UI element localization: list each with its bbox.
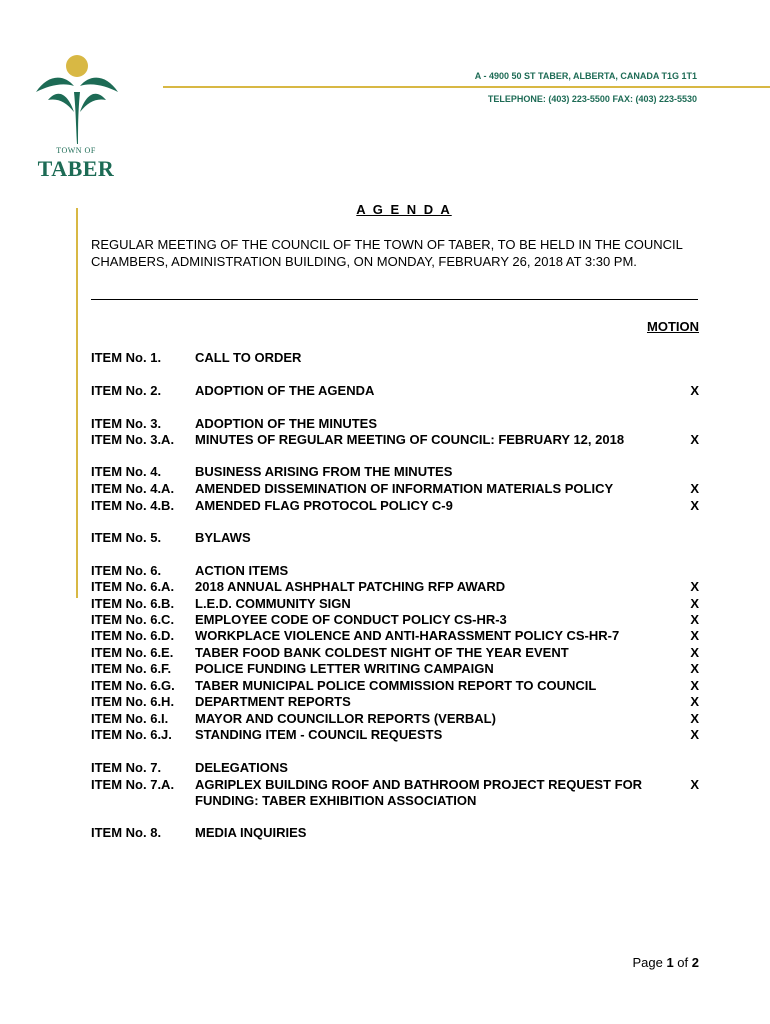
item-number: ITEM No. 6.B. — [91, 596, 175, 611]
agenda-item — [91, 432, 699, 448]
agenda-item — [91, 579, 699, 595]
item-title: WORKPLACE VIOLENCE AND ANTI-HARASSMENT POLICY CS-HR-7 — [195, 628, 620, 643]
item-number: ITEM No. 6.C. — [91, 612, 175, 627]
item-number: ITEM No. 6.E. — [91, 645, 174, 660]
item-number: ITEM No. 6.A. — [91, 579, 175, 594]
item-title: POLICE FUNDING LETTER WRITING CAMPAIGN — [195, 661, 494, 676]
item-number: ITEM No. 4. — [91, 464, 162, 479]
item-title: DELEGATIONS — [195, 760, 288, 775]
item-number: ITEM No. 6.H. — [91, 694, 175, 709]
page-number — [632, 955, 699, 970]
agenda-item — [91, 350, 699, 366]
agenda-item — [91, 645, 699, 661]
phone-fax-line: TELEPHONE: (403) 223-5500 FAX: (403) 223-5530 — [487, 94, 697, 104]
agenda-item — [91, 777, 699, 809]
item-number: ITEM No. 1. — [91, 350, 162, 365]
item-title: L.E.D. COMMUNITY SIGN — [195, 596, 351, 611]
motion-mark: X — [690, 498, 699, 513]
item-title: BYLAWS — [195, 530, 251, 545]
motion-mark: X — [690, 711, 699, 726]
item-number: ITEM No. 6.F. — [91, 661, 172, 676]
item-number: ITEM No. 8. — [91, 825, 162, 840]
logo-town-of: TOWN OF — [56, 146, 96, 155]
item-title: ADOPTION OF THE MINUTES — [195, 416, 377, 431]
item-number: ITEM No. 4.A. — [91, 481, 175, 496]
agenda-item — [91, 678, 699, 694]
item-title: BUSINESS ARISING FROM THE MINUTES — [195, 464, 453, 479]
agenda-item — [91, 628, 699, 644]
agenda-item — [91, 825, 699, 841]
item-title: 2018 ANNUAL ASHPHALT PATCHING RFP AWARD — [195, 579, 506, 594]
motion-mark: X — [690, 645, 699, 660]
agenda-item — [91, 530, 699, 546]
item-title: MINUTES OF REGULAR MEETING OF COUNCIL: FEBRUARY 12, 2018 — [195, 432, 625, 447]
motion-mark: X — [690, 596, 699, 611]
item-number: ITEM No. 6.I. — [91, 711, 169, 726]
motion-mark: X — [690, 579, 699, 594]
agenda-title: A G E N D A — [356, 202, 452, 217]
item-title: ACTION ITEMS — [195, 563, 289, 578]
item-number: ITEM No. 7.A. — [91, 777, 175, 792]
item-title: MAYOR AND COUNCILLOR REPORTS (VERBAL) — [195, 711, 496, 726]
motion-mark: X — [690, 481, 699, 496]
item-number: ITEM No. 3. — [91, 416, 162, 431]
item-number: ITEM No. 2. — [91, 383, 162, 398]
item-title: DEPARTMENT REPORTS — [195, 694, 351, 709]
motion-mark: X — [690, 777, 699, 792]
page-prefix: Page — [632, 955, 667, 970]
agenda-item — [91, 563, 699, 579]
item-title: CALL TO ORDER — [195, 350, 302, 365]
agenda-item — [91, 711, 699, 727]
agenda-item — [91, 383, 699, 399]
item-title: MEDIA INQUIRIES — [195, 825, 307, 840]
item-title: AGRIPLEX BUILDING ROOF AND BATHROOM PROJECT REQUEST FOR FUNDING: TABER EXHIBITION ASSOCIATION — [195, 777, 643, 808]
motion-mark: X — [690, 694, 699, 709]
agenda-item — [91, 464, 699, 480]
item-number: ITEM No. 6.G. — [91, 678, 175, 693]
agenda-item — [91, 612, 699, 628]
motion-column-header: MOTION — [647, 319, 699, 334]
motion-mark: X — [690, 432, 699, 447]
item-number: ITEM No. 6.J. — [91, 727, 172, 742]
logo-town-name: TABER — [37, 156, 115, 181]
section-rule — [91, 299, 698, 300]
meeting-intro: REGULAR MEETING OF THE COUNCIL OF THE TOWN OF TABER, TO BE HELD IN THE COUNCIL CHAMBERS, ADMINISTRATION BUILDING, ON MONDAY, FEBRUARY 26, 2018 AT 3:30 PM. — [91, 237, 683, 269]
item-number: ITEM No. 7. — [91, 760, 162, 775]
motion-mark: X — [690, 612, 699, 627]
item-number: ITEM No. 3.A. — [91, 432, 175, 447]
page-total: 2 — [691, 955, 699, 970]
agenda-item — [91, 661, 699, 677]
item-number: ITEM No. 6.D. — [91, 628, 175, 643]
agenda-item — [91, 760, 699, 776]
page-sep: of — [673, 955, 692, 970]
header-divider — [163, 86, 770, 88]
agenda-item — [91, 596, 699, 612]
item-number: ITEM No. 6. — [91, 563, 162, 578]
town-emblem-icon — [34, 52, 124, 147]
item-title: AMENDED FLAG PROTOCOL POLICY C-9 — [195, 498, 453, 513]
item-number: ITEM No. 5. — [91, 530, 162, 545]
motion-mark: X — [690, 383, 699, 398]
item-title: EMPLOYEE CODE OF CONDUCT POLICY CS-HR-3 — [195, 612, 507, 627]
motion-mark: X — [690, 628, 699, 643]
page-current: 1 — [666, 955, 674, 970]
agenda-item — [91, 727, 699, 743]
agenda-item — [91, 694, 699, 710]
address-line: A - 4900 50 ST TABER, ALBERTA, CANADA T1G 1T1 — [474, 71, 697, 81]
item-title: ADOPTION OF THE AGENDA — [195, 383, 375, 398]
item-title: STANDING ITEM - COUNCIL REQUESTS — [195, 727, 443, 742]
agenda-item — [91, 416, 699, 432]
item-title: TABER FOOD BANK COLDEST NIGHT OF THE YEAR EVENT — [195, 645, 569, 660]
motion-mark: X — [690, 661, 699, 676]
motion-mark: X — [690, 727, 699, 742]
motion-mark: X — [690, 678, 699, 693]
agenda-item — [91, 481, 699, 497]
margin-accent-line — [76, 208, 78, 598]
agenda-item — [91, 498, 699, 514]
item-title: TABER MUNICIPAL POLICE COMMISSION REPORT TO COUNCIL — [195, 678, 597, 693]
town-logo — [34, 52, 124, 184]
item-number: ITEM No. 4.B. — [91, 498, 175, 513]
item-title: AMENDED DISSEMINATION OF INFORMATION MATERIALS POLICY — [195, 481, 614, 496]
